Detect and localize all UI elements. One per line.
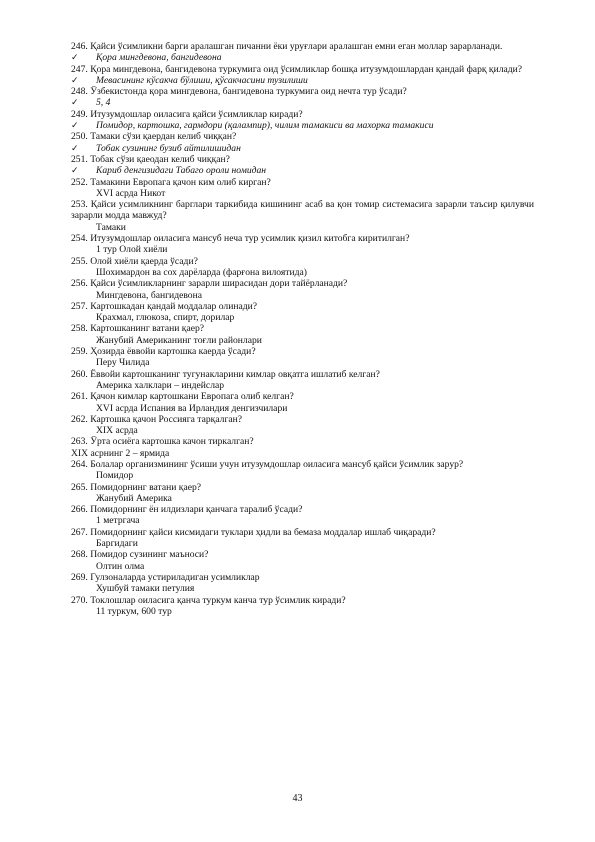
- question-line: 270. Токлошлар оиласига қанча туркум канча тур ўсимлик киради?: [71, 594, 346, 606]
- checked-answer: [71, 75, 534, 86]
- page-number: 43: [292, 793, 303, 804]
- answer-line: 1 тур Олой хиёли: [96, 244, 168, 256]
- question-line: 250. Тамаки сўзи қаердан келиб чиққан?: [71, 131, 237, 143]
- question-line: 266. Помидорнинг ён илдизлари қанчага таралиб ўсади?: [71, 504, 303, 516]
- question-line: 254. Итузумдошлар оиласига мансуб неча тур усимлик қизил китобга киритилган?: [71, 233, 410, 245]
- question-line: 265. Помидорнинг ватани қаер?: [71, 481, 202, 493]
- question-line: 249. Итузумдошлар оиласига қайси ўсимликлар киради?: [71, 108, 303, 120]
- check-mark-icon: ✓: [71, 165, 79, 176]
- answer-text: 5, 4: [96, 97, 111, 109]
- check-mark-icon: ✓: [71, 52, 79, 63]
- question-line: 260. Ёввойи картошканинг тугунакларини кимлар овқатга ишлатиб келган?: [71, 368, 380, 380]
- checked-answer: [71, 165, 534, 176]
- check-mark-icon: ✓: [71, 74, 79, 85]
- answer-line: Жанубий Американинг тоғли районлари: [96, 334, 262, 346]
- answer-line: 11 туркум, 600 тур: [96, 605, 172, 617]
- question-line: 256. Қайси ўсимликларнинг зарарли ширасидан дори тайёрланади?: [71, 278, 348, 290]
- answer-line: Жанубий Америка: [96, 492, 172, 504]
- question-line: 255. Олой хиёли қаерда ўсади?: [71, 255, 198, 267]
- answer-line: Мингдевона, бангидевона: [96, 289, 202, 301]
- answer-line: XVI асрда Испания ва Ирландия денгизчилари: [96, 402, 288, 414]
- checked-answer: [71, 120, 534, 131]
- question-line: 263. Ўрта осиёга картошка качон тиркалган?: [71, 436, 254, 448]
- question-line: 258. Картошканинг ватани қаер?: [71, 323, 205, 335]
- question-line: 246. Қайси ўсимликни барги аралашган пичанни ёки уруғлари аралашган емни еган моллар зарарланади.: [71, 41, 503, 52]
- answer-text: Тобак сузининг бузиб айтилишидан: [96, 142, 241, 154]
- question-line: 261. Қачон кимлар картошкани Европага олиб келган?: [71, 391, 294, 403]
- answer-line: Помидор: [96, 470, 134, 482]
- question-line: 267. Помидорнинг қайси кисмидаги туклари ҳидли ва бемаза моддалар ишлаб чиқаради?: [71, 526, 436, 538]
- check-mark-icon: ✓: [71, 120, 79, 131]
- answer-line: Олтин олма: [96, 560, 145, 572]
- question-line: 268. Помидор сузининг маъноси?: [71, 549, 209, 561]
- checked-answer: [71, 97, 534, 108]
- check-mark-icon: ✓: [71, 142, 79, 153]
- question-line: 264. Болалар организмининг ўсиши учун итузумдошлар оиласига мансуб қайси ўсимлик зарур?: [71, 458, 464, 470]
- question-line: 257. Картошкадан қандай моддалар олинади?: [71, 300, 258, 312]
- question-line: 262. Картошка қачон Россияга тарқалган?: [71, 413, 243, 425]
- checked-answer: [71, 143, 534, 154]
- answer-text: Помидор, картошка, гармдори (қалампир), чилим тамакиси ва махорка тамакиси: [96, 120, 434, 132]
- check-mark-icon: ✓: [71, 97, 79, 108]
- question-line: 252. Тамакини Европага қачон ким олиб кирган?: [71, 176, 271, 188]
- answer-line: Крахмал, глюкоза, спирт, дорилар: [96, 312, 235, 324]
- answer-line: Хушбуй тамаки петулия: [96, 583, 195, 595]
- answer-text: Кариб денгизидаги Табаго ороли номидан: [96, 165, 267, 177]
- answer-line: XVI асрда Никот: [96, 187, 166, 199]
- question-list: [71, 41, 534, 617]
- question-line: 253. Қайси усимликнинг барглари таркибида кишининг асаб ва қон томир системасига зарарли таъсир қилувчи зарарли модда мавжуд?: [71, 199, 534, 222]
- answer-line: Тамаки: [96, 221, 126, 233]
- answer-line: XIX асрда: [96, 425, 138, 437]
- answer-text: Қора мингдевона, бангидевона: [96, 52, 222, 64]
- question-line: 269. Гулзоналарда устириладиган усимликлар: [71, 571, 260, 583]
- answer-line: 1 метргача: [96, 515, 140, 527]
- question-line: 251. Тобак сўзи қаеодан келиб чиққан?: [71, 153, 230, 165]
- answer-line: Шохимардон ва сох дарёларда (фарғона вилоятида): [96, 266, 307, 278]
- answer-text: Мевасининг кўсакча бўлиши, қўсакчасини тузилиши: [96, 74, 308, 86]
- question-line: 247. Қора мингдевона, бангидевона туркумига оид ўсимликлар бошқа итузумдошлардан қандай фарқ қилади?: [71, 63, 523, 75]
- answer-line: Баргидаги: [96, 538, 138, 550]
- question-line: 248. Ўзбекистонда қора мингдевона, бангидевона туркумига оид нечта тур ўсади?: [71, 86, 407, 98]
- checked-answer: [71, 52, 534, 63]
- answer-line: Америка халклари – индейслар: [96, 379, 225, 391]
- question-line: 259. Ҳозирда ёввойи картошка каерда ўсади?: [71, 346, 256, 358]
- question-line: XIX асрнинг 2 – ярмида: [71, 447, 170, 459]
- answer-line: Перу Чилида: [96, 357, 150, 369]
